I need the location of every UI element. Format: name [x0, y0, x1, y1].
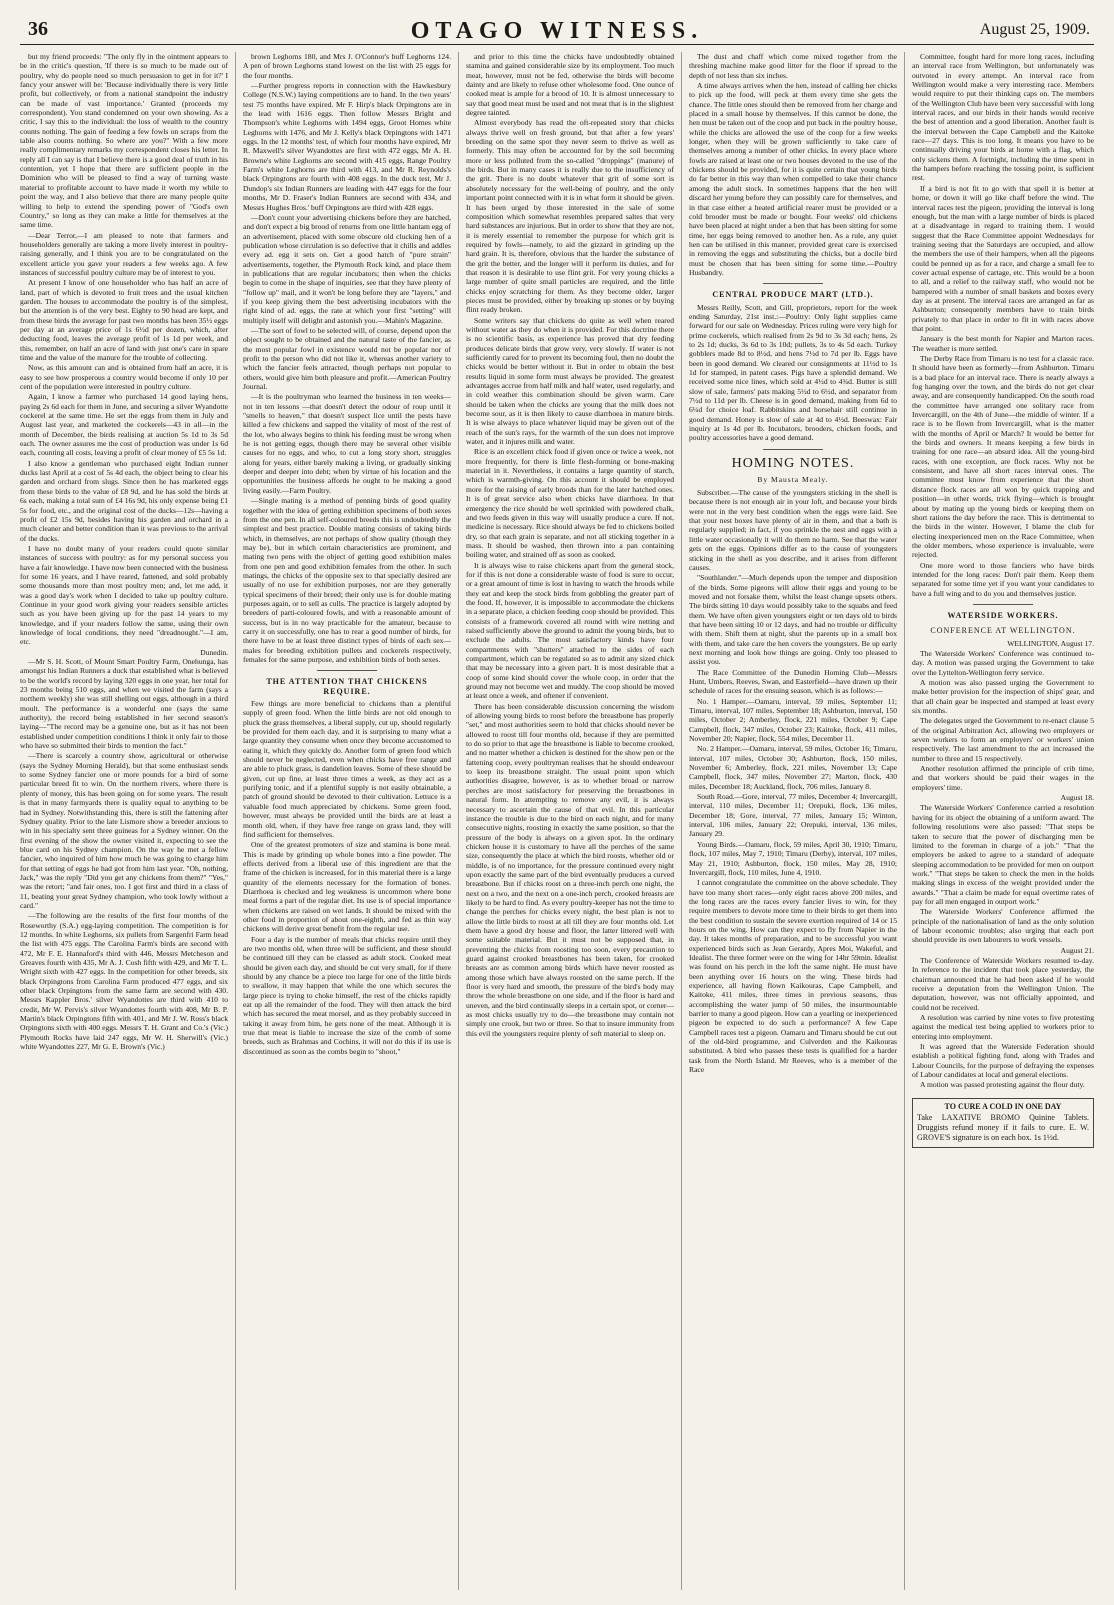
- paragraph: At present I know of one householder who has half an acre of land, part of which is devoted to fruit trees and the usual kitchen garden. The houses to accommodate the poultry is of the simplest, but the attention is of the very best. Eighty to 90 head are kept, and from these birds the average for past two months has been 35½ eggs per day at an average price of 1s 6½d per dozen, which, after deducting food, leaves the average profit of 1s 1d per week, and this, remember, on half an acre of land with just one's care in spare time and the value of the manure for the trouble of collecting.: [20, 278, 228, 362]
- article-heading: HOMING NOTES.: [731, 455, 855, 471]
- column-rule: [458, 52, 459, 1590]
- paragraph: —It is the poultryman who learned the business in ten weeks—not in ten lessons —that doesn't detect the odour of roup until it "smells to heaven," that doesn't suspect lice until the pests have killed a few chickens and sapped the vitality of most of the rest of the lot, who always begins to think his feeding must be wrong when he is not getting eggs, though there may be several other visible causes for no eggs, and who, to cut a long story short, struggles along for years, either barely making a living, or gradually sinking deeper and deeper into debt; when by virtue of his location and the opportunities the business affords he ought to be making a good living easily.—Farm Poultry.: [243, 392, 451, 495]
- paragraph: Subscriber.—The cause of the youngsters sticking in the shell is because there is not enough air in your loft, and because your birds were not in the very best condition when the eggs were laid. See that your nest boxes have plenty of air in them, and that a bath is regularly supplied; in fact, if you sprinkle the nest and eggs with a little water occasionally it will do them no harm. See that the water gets on the eggs. Opinions differ as to the cause of youngsters sticking in the shell as you describe, and it arises from different causes.: [689, 488, 897, 572]
- paragraph: A time always arrives when the hen, instead of calling her chicks to pick up the food, will peck at them every time she gets the chance. The little ones should then be removed from her charge and placed in a small house by themselves. If this cannot be done, the hen must be taken out of the coop and put back in the poultry house, while the chicks are allowed the use of the coop for a few weeks longer, when they will be grown sufficiently to take care of themselves among a number of other chicks. In every place where fowls are raised at least one or two houses devoted to the use of the chickens should be provided, for it is quite certain that young birds do far better in this way than when compelled to take their chance among the adult stock. In sometimes happens that the hen will discard her young before they can possibly care for themselves, and in that case either a heated artificial rearer must be provided or a cold brooder must be made or bought. Four weeks' old chickens have been placed at night under a hen that has been sitting for some time, her eggs being removed to another hen. As a rule, any quiet hen can be utilised in this manner, provided great care is exercised in removing the eggs and substituting the chicks, but a docile bird must be chosen that has been sitting for some time.—Poultry Husbandry.: [689, 81, 897, 277]
- paragraph: If a bird is not fit to go with that spell it is better at home, or down it will go like chaff before the wind. The interval races test the pigeon, providing the interval is long enough, but the man with a large number of birds is placed at a disadvantage in regard to training them. I would suggest that the Race Committee appoint Wednesdays for training seeing that the Saturdays are occupied, and allow the members the use of their hampers, when all the pigeons could be penned up as for a race, and charge a small fee to cover actual expense of cartage, etc. This would be a boon to all, and a relief to the railway staff, who would not be hampered with a number of small baskets and boxes every day as at present. The interval races are arranged as far as Ashburton; consequently members have to train birds privately to that place in order to fit in with races above that point.: [912, 183, 1094, 333]
- paragraph: The Conference of Waterside Workers resumed to-day. In reference to the incident that took place yesterday, the chairman announced that he had been asked if he would receive a deputation from the Wellington Union. The deputation, however, was not officially appointed, and could not be received.: [912, 955, 1094, 1012]
- advertisement: [912, 1098, 1094, 1148]
- newspaper-title: OTAGO WITNESS.: [410, 18, 704, 44]
- column-4: [689, 52, 897, 1590]
- masthead: [20, 18, 1094, 45]
- paragraph: Again, I know a farmer who purchased 14 good laying hens, paying 2s 6d each for them in June, and securing a silver Wyandotte cockerel at the same time. He set the eggs from them in July and August last year, and marketed the cockerels—43 in all—in the month of December, the birds realising at auction 5s 1d to 3s 5d each. The owner assures me the cost of production was under 1s 6d each, counting all costs, leaving a profit of clear money of £5 5s 1d.: [20, 392, 228, 458]
- divider: [973, 604, 1033, 605]
- paragraph: and prior to this time the chicks have undoubtedly obtained stamina and gained considerable size by its employment. Too much meat, however, must not be fed, otherwise the birds will become dainty and are likely to refuse other wholesome food. One ounce of cooked meat is ample for a brood of 10. It is almost unnecessary to say that good meat must be used and not meat that is in the slightest degree tainted.: [466, 52, 674, 118]
- paragraph: "Southlander."—Much depends upon the temper and disposition of the birds. Some pigeons will allow their eggs and young to be moved and not forsake them, whilst the least change upsets others. The birds sitting 10 days would possibly take to the squabs and feed them. We have often given youngsters eight or ten days old to birds that have been sitting 10 or 12 days, and had no trouble or difficulty with them. Shift them at night, shut the parents up in a small box with them, and take care the hen covers the youngsters. Be up early next morning and look how things are going. Only too pleased to assist you.: [689, 573, 897, 667]
- paragraph: It was agreed that the Waterside Federation should establish a political fighting fund, along with Trades and Labour Councils, for the purpose of defraying the expenses of Labour candidates at local and general elections.: [912, 1042, 1094, 1080]
- divider: [317, 670, 377, 671]
- article-heading: CENTRAL PRODUCE MART (LTD.).: [712, 290, 874, 300]
- paragraph: Almost everybody has read the oft-repeated story that chicks always thrive well on fresh ground, but that after a few years' breeding on the same spot they never seem to thrive as well as formerly. This may often be accounted for by the soil becoming more or less polluted from the so-called "droppings" (manure) of the birds. But in many cases it is really due to the insufficiency of the grit. There is no doubt whatever that grit of some sort is absolutely necessary for the well-being of poultry, and the only important point connected with it is in what form it should be given. It has been urged by those interested in the sale of some composition which somewhat resembles prepared saltes that very hard substances are injurious. But in order to show that they are not, it is merely essential to remember the purpose for which grit is required by fowls—namely, to aid the gizzard in grinding up the hard grain. It is, therefore, obvious that the harder the substance of the grit the better, and the longer will it perform its duties, and for that reason it is desirable to use flint grit. For very young chicks a large number of quite small particles are required, and the little chicks enjoy scratching for them. As they become older, larger pieces must be provided, either by breaking up stones or by buying flint ready broken.: [466, 118, 674, 315]
- column-rule: [235, 52, 236, 1590]
- paragraph: The Waterside Workers' Conference carried a resolution having for its object the obtaining of a uniform award. The following resolutions were also passed: "That steps be taken to secure that the power of discharging men be limited to the foreman in charge of a job." "That the employers be asked to agree to a standard of adequate sleeping accommodation to be provided for men on outport work." "That steps be taken to check the men in the holds making slings in excess of the weight provided under the awards." "That a claim be made for equal overtime rates of pay for all men engaged in outport work.": [912, 803, 1094, 906]
- paragraph: A motion was passed protesting against the flour duty.: [920, 1080, 1085, 1090]
- article-heading: WATERSIDE WORKERS.: [947, 610, 1059, 620]
- dateline: August 21.: [1060, 945, 1094, 955]
- paragraph: Young Birds.—Oamaru, flock, 59 miles, April 30, 1910; Timaru, flock, 107 miles, May 7, 1910; Timaru (Derby), interval, 107 miles, May 21, 1910; Ashburton, flock, 150 miles, May 28, 1910; Invercargill, flock, 110 miles, June 4, 1910.: [689, 839, 897, 877]
- column-1: [20, 52, 228, 1590]
- paragraph: Rice is an excellent chick food if given once or twice a week, not more frequently, for there is little flesh-forming or bone-making material in it. Nevertheless, it contains a large quantity of starch, which is warmth-giving. On this account it should be employed more for the raising of early broods than for the later hatched ones. It is of great service also when chicks have diarrhoea. In that emergency the rice should be well sprinkled with powdered chalk, and two feeds given in this way will usually produce a cure. If not, medicine is necessary. Rice should always be fed to chickens boiled dry, so that each grain is separate, and not all sticking together in a mass. It should be washed, then thrown into a pan containing boiling water, and strained off as soon as cooked.: [466, 447, 674, 560]
- divider: [763, 283, 823, 284]
- paragraph: —The following are the results of the first four months of the Roseworthy (S.A.) egg-laying competition. The competition is for 12 months. In white Leghorns, six pullets from Sargenfri Farm head the list with 475 eggs. The Carolina Farm's birds are second with 472, Mr F. E. Hannaford's third with 446, Messrs Metcheson and Greaves fourth with 435, Mr A. J. Cosh fifth with 429, and Mr T. L. Wright sixth with 427 eggs. In the competition for other breeds, six black Orpingtons from Carolina Farm produced 477 eggs, and six other black Orpingtons from the same farm are second with 430. Messrs Kappler Bros.' silver Wyandottes are third with 410 to credit, Mr W. Pervis's silver Wyandottes fourth with 408, Mr B. P. Martin's black Orpingtons fifth with 401, and Mr J. W. Ross's black Orpingtons sixth with 400 eggs. Messrs T. H. Grant and Co.'s (Vic.) Plymouth Rocks have laid 247 eggs, Mr W. H. Sherwill's (Vic.) white Wyandottes 227, Mr G. E. Brown's (Vic.): [20, 911, 228, 1052]
- paragraph: One more word to those fanciers who have birds intended for the long races: Don't pair them. Keep them separated for some time yet if you want your candidates to have a full wing and to do you and themselves justice.: [912, 560, 1094, 598]
- paragraph: —The sort of fowl to be selected will, of course, depend upon the object sought to be obtained and the natural taste of the fancier, as the most popular fowl in existence would not be popular nor of profit to the person who did not like it, whereas another variety to which the fancier feels attracted, though perhaps not popular to others, would give him both pleasure and profit.—American Poultry Journal.: [243, 325, 451, 392]
- paragraph: A motion was also passed urging the Government to make better provision for the inspection of ships' gear, and that all chain gear be inspected and stamped at least every six months.: [912, 678, 1094, 716]
- paragraph: —Mr S. H. Scott, of Mount Smart Poultry Farm, Onehunga, has amongst his Indian Runners a duck that established what is believed to be the world's record by laying 320 eggs in one year, her total for 23 months being 510 eggs, and when we visited the farm (says a northern weekly) she was still shelling out eggs, although in a third moult. The performance is a wonderful one (says the same authority), the record being established in her second season's laying—"The record may be a genuine one, but as it has not been established under competition conditions I think it only fair to those who have so submitted their birds to mention the fact.": [20, 657, 228, 751]
- paragraph: I cannot congratulate the committee on the above schedule. They have too many short races—only eight races above 200 miles, and the long races are the races every fancier lives to win, for they require members to devote more time to their birds to get them into the best condition to sustain the severe exertion required of 14 or 15 hours on the wing. How can they expect to fly from Napier in the day. It takes months of preparation, and to be successful you want experienced birds such as Jean Gerardy, Apres Moi, Wakeful, and Idealist. The three former were on the wing for 14hr 59min. Idealist was found on his perch in the loft the same night. He must have been anything over 16 hours on the wing. These birds had experience, all having flown Kaikouras, Cape Campbell, and Kaitoke, 411 miles, three times in previous seasons, thus accomplishing the water jump of 50 miles, the insurmountable barrier to many a good pigeon. How can a yearling or inexperienced pigeon be expected to do such a performance? A few Cape Campbell races test a pigeon. Oamaru and Timaru should be cut out of the old-bird programme, and Culverden and the Kaikouras substituted. A bird who passes these tests is qualified for a harder task from the North Island. Mr Reeves, who is a member of the Race: [689, 878, 897, 1075]
- paragraph: Some writers say that chickens do quite as well when reared without water as they do when it is provided. For this doctrine there is no scientific basis, as experience has proved that dry feeding produces delicate birds that grow very, very slowly. If water is not sufficiently cared for to prevent its becoming foul, then no doubt the chicks would be better without it. But in order to obtain the best results liquid in some form must always be provided. The greatest advantages accrue from half milk and half water, used regularly, and in cold weather this combination should be given warm. Care should be taken when the chicks are young that the milk does not become sour, as it is then likely to cause diarrhoea in mature birds. It is wise always to place whatever liquid may be given out of the reach of the sun's rays, for the warmth of the sun does not improve water, and it injures milk and water.: [466, 315, 674, 447]
- paragraph: The Race Committee of the Dunedin Homing Club—Messrs Hunt, Umbers, Reeves, Swan, and Easterfield—have drawn up their schedule of races for the ensuing season, which is as follows:—: [689, 667, 897, 696]
- paragraph: Now, as this amount can and is obtained from half an acre, it is easy to see how prosperous a country would become if only 10 per cent of the population were interested in poultry culture.: [20, 363, 228, 392]
- paragraph: —There is scarcely a country show, agricultural or otherwise (says the Sydney Morning Herald), but that some enthusiast sends to some Sydney fancier one or more pounds for a bird of some particular breed fit to win. On the northern rivers, where there is plenty of money, this has been going on for some years. The result is that in many farmyards there is quality equal to anything to be had in Sydney. Notwithstanding this, there is still the fattening after Sydney quality. Prior to the late Lismore show a breeder anxious to win in his specialty sent three guineas for a Sydney winner. On the first evening of the show the owner visited it, expecting to see the blue card on his Sydney champion. On the way he met a fellow fancier, who inquired of him how much he was going to charge him for that setting of eggs he had got from him last year. "Oh, nothing, Jack," was the reply "Did you get any chickens from them?" "Yes," was the retort; "and fair ones, too. I got first and third in a class of 11, beating your great Sydney champion, who took lowly without a card.": [20, 751, 228, 910]
- paragraph: I have no doubt many of your readers could quote similar instances of success with poultry: as for my personal success you have a fair knowledge. I have now been connected with the business for some 16 years, and I have reared, fattened, and sold probably some thousands more than most poultry men; and, let me add, it was a good day's work when I decided to take up poultry culture. Continue in your good work giving your readers sensible articles such as you have been giving up for the past 14 years to my knowledge, and if your readers follow the same, using their own knowledge of local conditions, they need "dreadnought."—I am, etc.: [20, 543, 228, 647]
- paragraph: South Road.—Gore, interval, 77 miles, December 4; Invercargill, interval, 110 miles, December 11; Orepuki, flock, 136 miles, December 18; Gore, interval, 77 miles, January 15; Winton, interval, 106 miles, January 22; Orepuki, interval, 136 miles, January 29.: [689, 792, 897, 839]
- dateline: WELLINGTON, August 17.: [1007, 638, 1094, 648]
- paragraph: The Waterside Workers' Conference was continued to-day. A motion was passed urging the Government to take over the Lyttelton-Wellington ferry service.: [912, 648, 1094, 677]
- paragraph: January is the best month for Napier and Marton races. The weather is more settled.: [912, 334, 1094, 353]
- ad-heading: TO CURE A COLD IN ONE DAY: [944, 1101, 1062, 1111]
- paragraph: —Don't count your advertising chickens before they are hatched, and don't expect a big brood of returns from one little bantam egg of an advertisement, placed with some obscure old clucking hen of a publication whose circulation is so defective that it chills and addles every ad. egg it sets on. Get a good hatch of "pure strain" advertisements, together, the Plymouth Rock kind, and place them in publications that are regular incubators; then when the chicks begin to come in the shape of inquiries, see that they have plenty of "follow up" mail, and it won't be long before they are "layers," and if you keep giving them the best advertising incubators with the right kind of ad. eggs, the rate at which your first "setting" will multiply itself will delight and astonish you.—Mahin's Magazine.: [243, 212, 451, 325]
- paragraph: The dust and chaff which come mixed together from the threshing machine make good litter for the floor if spread to the depth of not less than six inches.: [689, 52, 897, 80]
- page-number: 36: [28, 18, 48, 40]
- letter-signature: Dunedin.: [200, 647, 228, 657]
- paragraph: It is always wise to raise chickens apart from the general stock, for if this is not done a considerable waste of food is sure to occur, or a great amount of time is lost in having to watch the broods while they eat and keep the stock birds from gobbling the greater part of the food. If, however, it is impossible to accommodate the chickens in a separate place, a chicken feeding coop should be provided. This consists of a framework covered all round with wire netting and raised sufficiently above the ground to admit the young birds, but to exclude the adults. The most satisfactory kinds have four compartments with "shutters" attached to the sides of each compartment, which can be regulated so as to admit any sized chick that may be necessary into a given part. It is most desirable that a coop of some kind should cover the whole coop, in order that the ground may not become wet and muddy. The coop should be moved at least once a week, and oftener if convenient.: [466, 560, 674, 701]
- paragraph: One of the greatest promoters of size and stamina is bone meal. This is made by grinding up whole bones into a fine powder. The effects derived from a liberal use of this ingredient are that the frame of the chicken is increased, for in this material there is a large quantity of the elements necessary for the formation of bones. Diarrhoea is checked and leg weakness is uncommon where bone meal forms a part of the regular diet. Its use is of special importance when chickens are raised on wet lands. It should be mixed with the other food in proportion of about one-eighth, and fed as thin way chickens will derive great benefit from the regular use.: [243, 840, 451, 934]
- paragraph: Few things are more beneficial to chickens than a plentiful supply of green food. When the little birds are not old enough to pluck the grass themselves, a liberal supply, cut up, should regularly be provided for them each day, and it is surprising to many what a large quantity they consume when once they become accustomed to eating it, which they quickly do. Another form of green food which should never be neglected, even when chicks have free range and are able to pluck grass, is dandelion leaves. Some of these should be given, cut up fine, at least three times a week, as they act as a purifying tonic, and if a plentiful supply is not easily obtainable, a patch of ground should be devoted to their cultivation. Lettuce is a valuable food much appreciated by chickens. Some green food, however, must always be provided until the birds are at least a month old, when, if they have free range on grass land, they will find sufficient for themselves.: [243, 699, 451, 839]
- paragraph: brown Leghorns 180, and Mrs J. O'Connor's buff Leghorns 124. A pen of brown Leghorns stand lowest on the list with 25 eggs for the four months.: [243, 52, 451, 80]
- column-rule: [681, 52, 682, 1590]
- article-subheading: CONFERENCE AT WELLINGTON.: [930, 626, 1076, 636]
- paragraph: A resolution was carried by nine votes to five protesting against the medical test being applied to workers prior to entering into employment.: [912, 1013, 1094, 1041]
- paragraph: —Further progress reports in connection with the Hawkesbury College (N.S.W.) laying competitions are to hand. In the two years' test 75 months have expired. Mr F. Hirp's black Orpingtons are in the lead with 1616 eggs. Then follow Messrs Bright and Thompson's white Leghorns with 1494 eggs, Groot Homes white Leghorns with 1476, and Mr J. Kelly's black Orpingtons with 1471 eggs. In the 12 months' test, of which four months have expired, Mr R. Maxwell's silver Wyandottes are first with 472 eggs, Mr A. H. Browne's white Leghorns are second with 415 eggs, Range Poultry Farm's white Leghorns are third with 413, and Mr R. Reynolds's black Orpingtons are fourth with 408 eggs. In the duck test, Mr J. Dundop's six Indian Runners are leading with 447 eggs for the four months, Mr D. Fraser's Indian Runners are second with 434, and Messrs Hughes Bros.' buff Orpingtons are third with 428 eggs.: [243, 81, 451, 212]
- paragraph: —Single mating is a method of penning birds of good quality together with the idea of getting exhibition specimens of both sexes from the one pen. In all self-coloured breeds this is undoubtedly the simplest and best practice. Double mating consists of taking birds which, in themselves, are not perhaps of show quality (though they may be), but in which certain characteristics are prominent, and mating two pens with the object of getting good exhibition males from one pen and good exhibition females from the other. In such matings, the chicks of the opposite sex to that specially desired are usually of no use for exhibition purposes, nor are they generally typical specimens of their breed; their only use is for double mating purposes again, or to sell as culls. The practice is largely adopted by breeders of parti-coloured fowls, and with a reasonable amount of success, but is in no way practicable for the amateur, because to carry it on successfully, one has to rear a good number of birds, for there have to be at least three distinct types of birds of each sex—males for breeding exhibition pullets and cockerels respectively, females for the same purpose, and exhibition birds of both sexes.: [243, 496, 451, 664]
- dateline: August 18.: [1060, 793, 1094, 803]
- paragraph: I also know a gentleman who purchased eight Indian runner ducks last April at a cost of 5s 4d each, the object being to clear his garden and orchard from slugs. Since then he has marketed eggs from these birds to the value of £8 9d, and he has sold the birds at 6s each, making a total sum of £4 16s 9d, his only expense being £1 5s for food, etc., and the original cost of the ducks—12s—having a profit of £2 15s 9d, besides having his garden and orchard in a much cleaner and better condition than it was previous to the arrival of the ducks.: [20, 458, 228, 543]
- paragraph: Committee, fought hard for more long races, including an interval race from Wellington, but unfortunately was outvoted in every attempt. An interval race from Wellington would make a very interesting race. Members would require to put their thinking caps on. The members of the Wellington Club have been very successful with long interval races, and our birds in their hands would receive the best of attention and a good liberation. Another fault is the interval between the Cape Campbell and the Kaitoke race—27 days. This is too long. It means you have to be continually driving your birds at home with a flag, which only sickens them. A fortnight, including the time spent in the hampers before reaching the tossing point, is sufficient rest.: [912, 52, 1094, 183]
- divider: [763, 449, 823, 450]
- paragraph: There has been considerable discussion concerning the wisdom of allowing young birds to roost before the breastbone has properly "set," and most authorities seem to hold that chicks should never be allowed to roost till four months old, because if they are permitted to do so prior to that age the breastbone is liable to become crooked, and no matter whether a chicken is destined for the show pen or the fattening coop, every poultryman realises that he should endeavour to keep its breastbone straight. The usual point upon which authorities disagree, however, is as to whether broad or narrow perches are most satisfactory for preserving the breastbones in natural form. In attempting to remove any evil, it is always necessary to ascertain the cause of that evil. In this particular instance the trouble is due to the bird on each night, and for many consecutive nights, roosting in exactly the same position, so that the pressure of the body is always on a given spot. In the ordinary chicken house it is customary to have all the perches of the same size, consequently the place at which the bird roosts, whether old or middle, is of no importance, for the pressure continued every night upon exactly the same part of the bird eventually produces a curved breastbone. But if chicks roost on a three-inch perch one night, the next on a two, and the next on a one-inch perch, crooked breasts are likely to be hard to find. As every poultry-keeper has not the time to change the perches for chicks every night, the best plan is not to allow the little birds to roost at all till they are four months old. Let them have a good dry house and floor, the latter littered well with some suitable material. But it must not be supposed that, in preventing the chicks from roosting too soon, every precaution to guard against crooked breastbones has been taken, for crooked breasts are as common among birds which have never roosted as among those which have always roosted on the same perch. If the floor is very hard and smooth, the pressure of the bird's body may throw the whole breastbone on one side, and if the floor is hard and uneven, and the bird continually sleeps in a certain spot, or corner—as most chicks usually try to do—the breastbone may contain not simply one crook, but two or three. So that to insure immunity from this evil the youngsters require plenty of soft material to sleep on.: [466, 701, 674, 1038]
- byline: By Mausta Mealy.: [757, 474, 829, 484]
- paragraph: The Derby Race from Timaru is no test for a classic race. It should have been as formerly—from Ashburton. Timaru is a bad place for an interval race. There is nearly always a fog hanging over the town, and the birds do not get clear away, and are consequently handicapped. On the south road the committee have arranged one solitary race from Invercargill, on the 4th of June—the middle of winter. If a race is to be flown from Invercargill, what is the matter with the months of April or March? It would be better for the birds and owners. It means keeping a few birds in training for one race—an absurd idea. All the young-bird races, with one exception, are flock races. Why not be consistent, and have all short races interval ones. The committee must know from experience that the short distance flock races are all won by quick trapping and position—in other words, trick flying—which is brought about by mating up the young birds or keeping them on short rations the day before the race. This is detrimental to the birds in the winter. However, I blame the club for electing inexperienced men on the Race Committee, when the older members, whose experience is invaluable, were rejected.: [912, 354, 1094, 560]
- column-3: [466, 52, 674, 1590]
- paragraph: but my friend proceeds: "The only fly in the ointment appears to be in the critic's question, 'If there is so much to be made out of poultry, why do people need so much persuasion to get in for it?' I fancy your answer will be: 'Because individually there is very little profit, but collectively, or from a national standpoint the industry can be made of vast importance.' Granted (proceeds my correspondent). You stand condemned on your own showing. As a critic, I say this to the individual: the loss of wealth to the country counts nothing. The gain of feeding a few fowls on scraps from the table also counts nothing. So where are you?" With a few more really complimentary remarks my correspondent closes his letter. In reply all I can say is that I believe there is a good deal of truth in his contention, yet I hope that there are sufficient people in the Dominion who will be pleased to find a way of turning waste material to profitable account to have made it worth my while to point the way, and I also believe that there are many people quite willing to help to extend the spending power of "God's own Country," so long as they can make a little for themselves at the same time.: [20, 52, 228, 230]
- paragraph: Four a day is the number of meals that chicks require until they are two months old, when three will be sufficient, and these should be continued till they can be classed as adult stock. Cooked meat should be given each day, and should be cut very small, for if there should by any chance be a piece too large for one of the little birds to swallow, it may happen that while the one which secures the large piece is trying to choke himself, the rest of the chicks rapidly eat up all the remainder of the food. They will then attack the bird which has secured the meat morsel, and as they probably succeed in taking it away from him, he gets none of the meat. Although it is true that meat is liable to increase the size of the comb of some breeds, such as Brahmas and Cochins, it will not do this if its use is discontinued as soon as the combs begin to "shoot,": [243, 934, 451, 1056]
- paragraph: The Waterside Workers' Conference affirmed the principle of the nationalisation of land as the only solution of labour economic troubles; also urging that each port should provide its own labourers to work vessels.: [912, 907, 1094, 945]
- issue-date: August 25, 1909.: [979, 21, 1090, 38]
- paragraph: —Dear Terror,—I am pleased to note that farmers and householders generally are taking a more lively interest in poultry-raising generally, and I think you are to be congratulated on the excellent article you gave your readers a few weeks ago. A few instances of successful poultry culture may be of interest to you.: [20, 230, 228, 277]
- column-rule: [904, 52, 905, 1590]
- column-5: [912, 52, 1094, 1590]
- paragraph: Messrs Reilly, Scott, and Gill, proprietors, report for the week ending Saturday, 21st inst.:—Poultry: Only light supplies came forward for our sale on Wednesday. Prices ruling were very high for prime cockerels, which realised from 2s 9d to 3s 3d each; hens, 2s to 2s 1d; ducks, 3s 6d to 3s 10d; pullets, 3s to 4s 5d each. Turkey gobblers made 8d to 8½d, and hens 7½d to 7d per lb. Eggs have been in good demand. We cleared our consignments at 11½d to 1s 1d for stamped, in patent cases. Pigs have a splendid demand. We received some nice lines, which sold at 4½d to 4¾d. Butter is still slow of sale, farmers' pats making 5½d to 6½d, and separator from 7½d to 11d per lb. Cheese is in good demand, making from 6d to 6¼d for choice loaf. Rabbitskins and horsehair still continue in good demand. Honey is slow of sale at 4d to 4½d. Beeswax: Fair inquiry at 1s 4d per lb. Incubators, brooders, chicken foods, and poultry accessories have a good demand.: [689, 302, 897, 443]
- paragraph: The delegates urged the Government to re-enact clause 5 of the original Arbitration Act, allowing two employers or seven workers to form an employers' or workers' union respectively. The last amendment to the act increased the number to three and 15 respectively.: [912, 716, 1094, 763]
- paragraph: No. 1 Hamper.—Oamaru, interval, 59 miles, September 11; Timaru, interval, 107 miles, September 18; Ashburton, interval, 150 miles, October 2; Amberley, flock, 221 miles, October 9; Cape Campbell, flock, 347 miles, October 23; Kaitoke, flock, 411 miles, November 20; Napier, flock, 554 miles, December 11.: [689, 696, 897, 744]
- article-heading: THE ATTENTION THAT CHICKENS REQUIRE.: [266, 677, 428, 696]
- column-2: [243, 52, 451, 1590]
- paragraph: Another resolution affirmed the principle of crib time, and that workers should be paid their wages in the employers' time.: [912, 764, 1094, 792]
- paragraph: No. 2 Hamper.—Oamaru, interval, 59 miles, October 16; Timaru, interval, 107 miles, October 30; Ashburton, flock, 150 miles, November 6; Amberley, flock, 221 miles, November 13; Cape Campbell, flock, 347 miles, November 27; Marton, flock, 430 miles, December 18; Auckland, flock, 706 miles, January 8.: [689, 744, 897, 791]
- ad-text: Take LAXATIVE BROMO Quinine Tablets. Druggists refund money if it fails to cure. E. W. GROVE'S signature is on each box. 1s 1½d.: [917, 1112, 1089, 1142]
